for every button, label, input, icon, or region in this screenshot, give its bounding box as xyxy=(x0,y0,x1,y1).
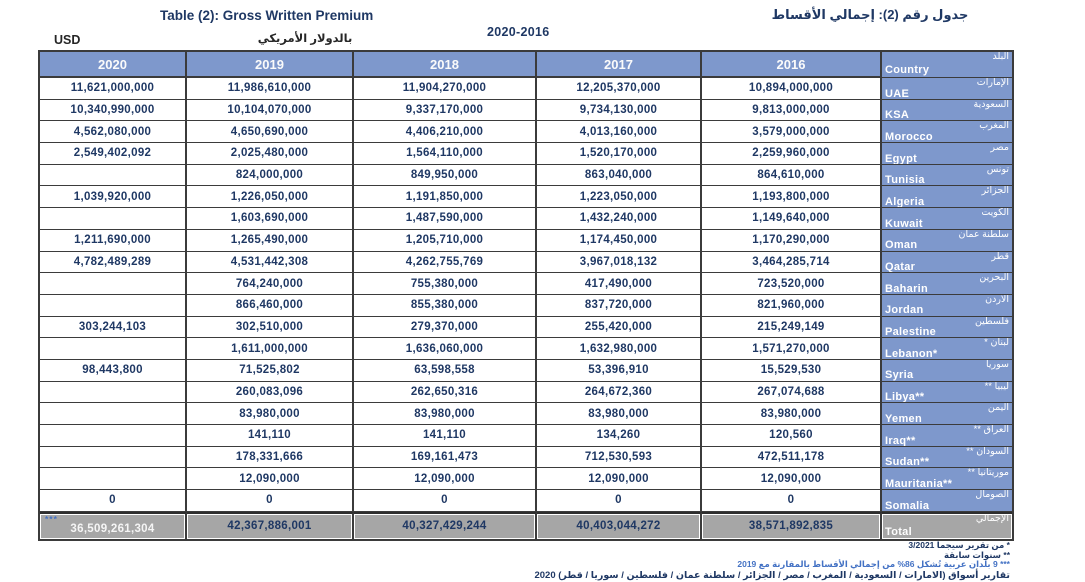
value-libya-2016: 267,074,688 xyxy=(702,382,882,404)
value-iraq-2018: 141,110 xyxy=(354,425,537,447)
value-algeria-2020: 1,039,920,000 xyxy=(40,186,187,208)
country-name-english: Syria xyxy=(885,369,914,382)
value-jordan-2019: 866,460,000 xyxy=(187,295,354,317)
value-oman-2019: 1,265,490,000 xyxy=(187,230,354,252)
country-name-arabic: ليبيا ** xyxy=(984,381,1009,392)
country-name-arabic: اليمن xyxy=(987,403,1009,414)
total-label-english: Total xyxy=(885,525,912,538)
country-name-english: Algeria xyxy=(885,195,925,208)
value-iraq-2017: 134,260 xyxy=(537,425,702,447)
value-uae-2020: 11,621,000,000 xyxy=(40,78,187,100)
country-name-arabic: فلسطين xyxy=(974,316,1009,327)
year-header-2018: 2018 xyxy=(354,52,537,78)
value-qatar-2017: 3,967,018,132 xyxy=(537,252,702,274)
value-mauritania-2020 xyxy=(40,468,187,490)
value-ksa-2019: 10,104,070,000 xyxy=(187,100,354,122)
value-libya-2018: 262,650,316 xyxy=(354,382,537,404)
value-yemen-2020 xyxy=(40,403,187,425)
country-cell-algeria xyxy=(882,186,1012,208)
value-oman-2018: 1,205,710,000 xyxy=(354,230,537,252)
value-somalia-2018: 0 xyxy=(354,490,537,512)
value-baharin-2020 xyxy=(40,273,187,295)
value-qatar-2018: 4,262,755,769 xyxy=(354,252,537,274)
value-syria-2018: 63,598,558 xyxy=(354,360,537,382)
value-qatar-2016: 3,464,285,714 xyxy=(702,252,882,274)
country-name-arabic: مصر xyxy=(990,143,1009,154)
value-kuwait-2018: 1,487,590,000 xyxy=(354,208,537,230)
value-syria-2020: 98,443,800 xyxy=(40,360,187,382)
value-sudan-2017: 712,530,593 xyxy=(537,447,702,469)
country-name-english: Libya** xyxy=(885,391,925,404)
country-name-english: Lebanon* xyxy=(885,347,938,360)
country-name-arabic: تونس xyxy=(986,164,1009,175)
total-marker-asterisks: *** xyxy=(45,513,58,524)
value-tunisia-2019: 824,000,000 xyxy=(187,165,354,187)
value-yemen-2016: 83,980,000 xyxy=(702,403,882,425)
country-name-english: KSA xyxy=(885,109,910,122)
value-palestine-2019: 302,510,000 xyxy=(187,317,354,339)
country-cell-oman xyxy=(882,230,1012,252)
value-sudan-2019: 178,331,666 xyxy=(187,447,354,469)
value-jordan-2018: 855,380,000 xyxy=(354,295,537,317)
total-value-2019: 42,367,886,001 xyxy=(187,512,354,539)
value-lebanon-2016: 1,571,270,000 xyxy=(702,338,882,360)
value-sudan-2016: 472,511,178 xyxy=(702,447,882,469)
value-morocco-2018: 4,406,210,000 xyxy=(354,121,537,143)
country-name-arabic: الصومال xyxy=(975,490,1009,501)
country-name-arabic: سلطنة عمان xyxy=(958,229,1009,240)
value-palestine-2018: 279,370,000 xyxy=(354,317,537,339)
value-egypt-2020: 2,549,402,092 xyxy=(40,143,187,165)
value-palestine-2017: 255,420,000 xyxy=(537,317,702,339)
value-lebanon-2019: 1,611,000,000 xyxy=(187,338,354,360)
footnote-market-reports: تقارير أسواق (الامارات / السعودية / المغرب / مصر / الجزائر / سلطنة عمان / فلسطين / سوريا / قطر) 2020 xyxy=(534,569,1010,581)
value-baharin-2019: 764,240,000 xyxy=(187,273,354,295)
country-name-english: Palestine xyxy=(885,326,937,339)
country-header-arabic: البلد xyxy=(992,52,1009,62)
value-egypt-2017: 1,520,170,000 xyxy=(537,143,702,165)
country-cell-qatar xyxy=(882,252,1012,274)
value-morocco-2020: 4,562,080,000 xyxy=(40,121,187,143)
country-cell-kuwait xyxy=(882,208,1012,230)
value-yemen-2019: 83,980,000 xyxy=(187,403,354,425)
country-cell-iraq xyxy=(882,425,1012,447)
country-cell-palestine xyxy=(882,317,1012,339)
value-kuwait-2016: 1,149,640,000 xyxy=(702,208,882,230)
year-range-label: 2020-2016 xyxy=(487,25,550,39)
value-somalia-2016: 0 xyxy=(702,490,882,512)
table-title-en: Table (2): Gross Written Premium xyxy=(160,8,374,23)
value-mauritania-2018: 12,090,000 xyxy=(354,468,537,490)
country-cell-uae xyxy=(882,78,1012,100)
value-egypt-2018: 1,564,110,000 xyxy=(354,143,537,165)
footnote-previous-years: ** سنوات سابقة xyxy=(944,549,1010,560)
country-cell-mauritania xyxy=(882,468,1012,490)
value-somalia-2019: 0 xyxy=(187,490,354,512)
value-mauritania-2019: 12,090,000 xyxy=(187,468,354,490)
country-name-arabic: العراق ** xyxy=(973,425,1009,435)
currency-arabic-label: بالدولار الأمريكي xyxy=(257,33,353,45)
value-tunisia-2016: 864,610,000 xyxy=(702,165,882,187)
value-baharin-2018: 755,380,000 xyxy=(354,273,537,295)
value-kuwait-2020 xyxy=(40,208,187,230)
country-cell-morocco xyxy=(882,121,1012,143)
value-morocco-2016: 3,579,000,000 xyxy=(702,121,882,143)
value-uae-2016: 10,894,000,000 xyxy=(702,78,882,100)
country-name-arabic: الكويت xyxy=(981,208,1009,219)
value-jordan-2016: 821,960,000 xyxy=(702,295,882,317)
country-cell-baharin xyxy=(882,273,1012,295)
value-ksa-2016: 9,813,000,000 xyxy=(702,100,882,122)
country-header-english: Country xyxy=(885,64,930,76)
year-header-2019: 2019 xyxy=(187,52,354,78)
currency-usd-label: USD xyxy=(54,33,81,47)
value-mauritania-2016: 12,090,000 xyxy=(702,468,882,490)
value-jordan-2017: 837,720,000 xyxy=(537,295,702,317)
total-value-2017: 40,403,044,272 xyxy=(537,512,702,539)
value-syria-2016: 15,529,530 xyxy=(702,360,882,382)
country-name-english: Yemen xyxy=(885,412,922,425)
country-name-arabic: لبنان * xyxy=(984,338,1009,349)
total-value-2018: 40,327,429,244 xyxy=(354,512,537,539)
country-cell-syria xyxy=(882,360,1012,382)
country-column-header xyxy=(882,52,1012,78)
country-cell-ksa xyxy=(882,100,1012,122)
value-jordan-2020 xyxy=(40,295,187,317)
country-name-arabic: الأردن xyxy=(985,294,1009,305)
country-name-arabic: قطر xyxy=(991,251,1009,262)
country-cell-somalia xyxy=(882,490,1012,512)
country-name-english: Kuwait xyxy=(885,217,923,230)
country-name-english: Oman xyxy=(885,239,918,252)
value-lebanon-2020 xyxy=(40,338,187,360)
country-name-english: Tunisia xyxy=(885,174,925,187)
year-header-2016: 2016 xyxy=(702,52,882,78)
year-header-2017: 2017 xyxy=(537,52,702,78)
total-value-2020 xyxy=(40,512,187,539)
value-yemen-2018: 83,980,000 xyxy=(354,403,537,425)
value-uae-2018: 11,904,270,000 xyxy=(354,78,537,100)
country-name-english: Qatar xyxy=(885,261,916,273)
country-name-arabic: الإمارات xyxy=(976,78,1009,88)
value-algeria-2019: 1,226,050,000 xyxy=(187,186,354,208)
value-egypt-2016: 2,259,960,000 xyxy=(702,143,882,165)
country-name-english: UAE xyxy=(885,87,910,100)
country-cell-libya xyxy=(882,382,1012,404)
value-palestine-2020: 303,244,103 xyxy=(40,317,187,339)
value-mauritania-2017: 12,090,000 xyxy=(537,468,702,490)
value-somalia-2020: 0 xyxy=(40,490,187,512)
footnote-nine-countries: *** 9 بلدان عربية تُشكل 86% من إجمالي الأقساط بالمقارنة مع 2019 xyxy=(737,559,1010,569)
country-cell-egypt xyxy=(882,143,1012,165)
country-name-arabic: الجزائر xyxy=(981,186,1009,197)
total-number: 36,509,261,304 xyxy=(70,522,155,535)
value-lebanon-2017: 1,632,980,000 xyxy=(537,338,702,360)
value-qatar-2019: 4,531,442,308 xyxy=(187,252,354,274)
year-header-2020: 2020 xyxy=(40,52,187,78)
value-uae-2017: 12,205,370,000 xyxy=(537,78,702,100)
value-iraq-2016: 120,560 xyxy=(702,425,882,447)
country-name-english: Morocco xyxy=(885,130,933,143)
country-cell-yemen xyxy=(882,403,1012,425)
value-uae-2019: 11,986,610,000 xyxy=(187,78,354,100)
value-algeria-2017: 1,223,050,000 xyxy=(537,186,702,208)
value-oman-2017: 1,174,450,000 xyxy=(537,230,702,252)
total-label-cell xyxy=(882,512,1012,539)
value-morocco-2017: 4,013,160,000 xyxy=(537,121,702,143)
value-libya-2017: 264,672,360 xyxy=(537,382,702,404)
value-kuwait-2017: 1,432,240,000 xyxy=(537,208,702,230)
gross-written-premium-table xyxy=(38,50,1014,541)
value-tunisia-2020 xyxy=(40,165,187,187)
value-sudan-2020 xyxy=(40,447,187,469)
value-morocco-2019: 4,650,690,000 xyxy=(187,121,354,143)
country-name-arabic: موريتانيا ** xyxy=(967,468,1009,479)
footnote-sigma-report: * من تقرير سيجما 3/2021 xyxy=(908,540,1010,550)
value-tunisia-2017: 863,040,000 xyxy=(537,165,702,187)
country-cell-sudan xyxy=(882,447,1012,469)
value-egypt-2019: 2,025,480,000 xyxy=(187,143,354,165)
value-sudan-2018: 169,161,473 xyxy=(354,447,537,469)
country-name-english: Baharin xyxy=(885,282,929,295)
value-ksa-2017: 9,734,130,000 xyxy=(537,100,702,122)
value-iraq-2019: 141,110 xyxy=(187,425,354,447)
value-kuwait-2019: 1,603,690,000 xyxy=(187,208,354,230)
country-name-arabic: البحرين xyxy=(979,273,1009,284)
country-name-english: Iraq** xyxy=(885,434,916,447)
value-oman-2016: 1,170,290,000 xyxy=(702,230,882,252)
country-name-arabic: السودان ** xyxy=(966,446,1009,457)
value-ksa-2018: 9,337,170,000 xyxy=(354,100,537,122)
value-syria-2017: 53,396,910 xyxy=(537,360,702,382)
value-libya-2020 xyxy=(40,382,187,404)
value-algeria-2018: 1,191,850,000 xyxy=(354,186,537,208)
value-qatar-2020: 4,782,489,289 xyxy=(40,252,187,274)
country-name-english: Sudan** xyxy=(885,456,930,469)
country-name-english: Somalia xyxy=(885,499,930,512)
country-cell-jordan xyxy=(882,295,1012,317)
country-name-arabic: سوريا xyxy=(986,359,1009,370)
value-lebanon-2018: 1,636,060,000 xyxy=(354,338,537,360)
value-syria-2019: 71,525,802 xyxy=(187,360,354,382)
value-algeria-2016: 1,193,800,000 xyxy=(702,186,882,208)
total-label-arabic: الإجمالي xyxy=(975,512,1009,524)
total-value-2016: 38,571,892,835 xyxy=(702,512,882,539)
country-cell-lebanon xyxy=(882,338,1012,360)
value-tunisia-2018: 849,950,000 xyxy=(354,165,537,187)
country-name-english: Egypt xyxy=(885,152,918,165)
country-name-arabic: السعودية xyxy=(973,99,1009,110)
country-name-english: Jordan xyxy=(885,304,924,317)
value-palestine-2016: 215,249,149 xyxy=(702,317,882,339)
footnotes xyxy=(534,541,1010,581)
value-baharin-2016: 723,520,000 xyxy=(702,273,882,295)
country-cell-tunisia xyxy=(882,165,1012,187)
value-oman-2020: 1,211,690,000 xyxy=(40,230,187,252)
country-name-english: Mauritania** xyxy=(885,477,953,490)
value-somalia-2017: 0 xyxy=(537,490,702,512)
value-ksa-2020: 10,340,990,000 xyxy=(40,100,187,122)
value-yemen-2017: 83,980,000 xyxy=(537,403,702,425)
value-libya-2019: 260,083,096 xyxy=(187,382,354,404)
value-baharin-2017: 417,490,000 xyxy=(537,273,702,295)
value-iraq-2020 xyxy=(40,425,187,447)
table-title-ar: جدول رقم (2): إجمالي الأقساط xyxy=(771,7,969,22)
country-name-arabic: المغرب xyxy=(979,121,1009,132)
